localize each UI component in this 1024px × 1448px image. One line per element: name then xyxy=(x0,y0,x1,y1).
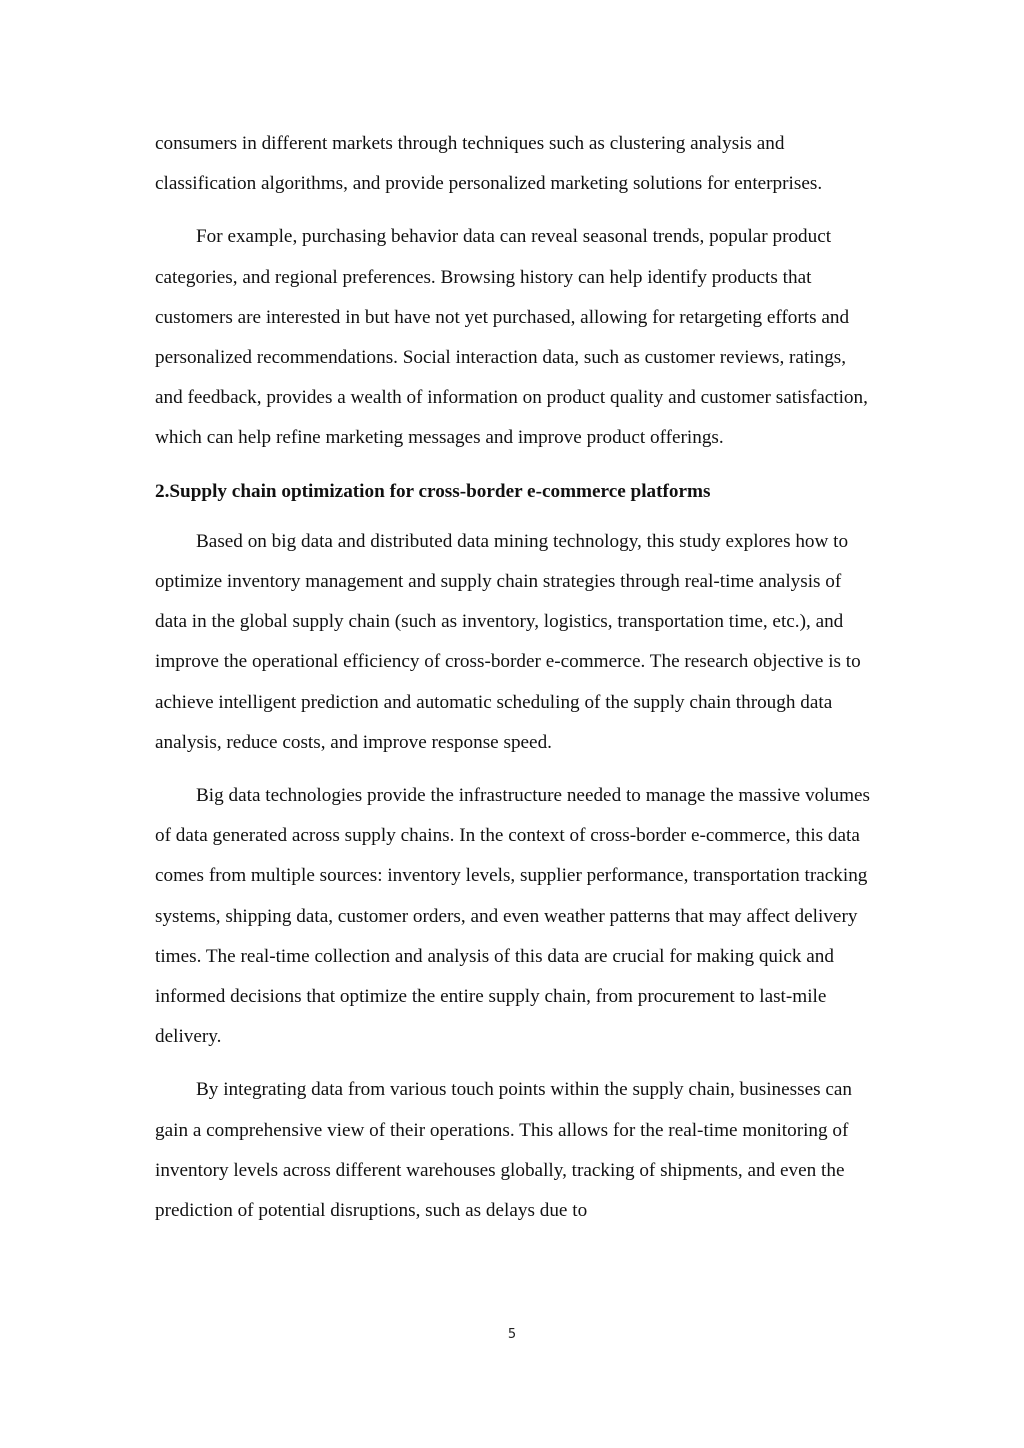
paragraph-behavior-data: For example, purchasing behavior data can reveal seasonal trends, popular product categories, and regional preferences. Browsing history can help identify products that customers are interested in but have not yet purchased, allowing for retargeting efforts and personalized recommendations. Social interaction data, such as customer reviews, ratings, and feedback, provides a wealth of information on product quality and customer satisfaction, which can help refine marketing messages and improve product offerings. xyxy=(155,226,868,449)
page-body xyxy=(155,124,873,1244)
paragraph-study-overview: Based on big data and distributed data mining technology, this study explores how to optimize inventory management and supply chain strategies through real-time analysis of data in the global supply chain (such as inventory, logistics, transportation time, etc.), and improve the operational efficiency of cross-border e-commerce. The research objective is to achieve intelligent prediction and automatic scheduling of the supply chain through data analysis, reduce costs, and improve response speed. xyxy=(155,530,861,753)
paragraph-continuation: consumers in different markets through techniques such as clustering analysis and classification algorithms, and provide personalized marketing solutions for enterprises. xyxy=(155,133,823,195)
page-number: 5 xyxy=(507,1327,517,1342)
paragraph-big-data-infrastructure: Big data technologies provide the infrastructure needed to manage the massive volumes of data generated across supply chains. In the context of cross-border e-commerce, this data comes from multiple sources: inventory levels, supplier performance, transportation tracking systems, shipping data, customer orders, and even weather patterns that may affect delivery times. The real-time collection and analysis of this data are crucial for making quick and informed decisions that optimize the entire supply chain, from procurement to last-mile delivery. xyxy=(155,785,871,1048)
section-heading: 2.Supply chain optimization for cross-border e-commerce platforms xyxy=(155,480,711,502)
paragraph-integration: By integrating data from various touch points within the supply chain, businesses can gain a comprehensive view of their operations. This allows for the real-time monitoring of inventory levels across different warehouses globally, tracking of shipments, and even the prediction of potential disruptions, such as delays due to xyxy=(155,1079,852,1222)
